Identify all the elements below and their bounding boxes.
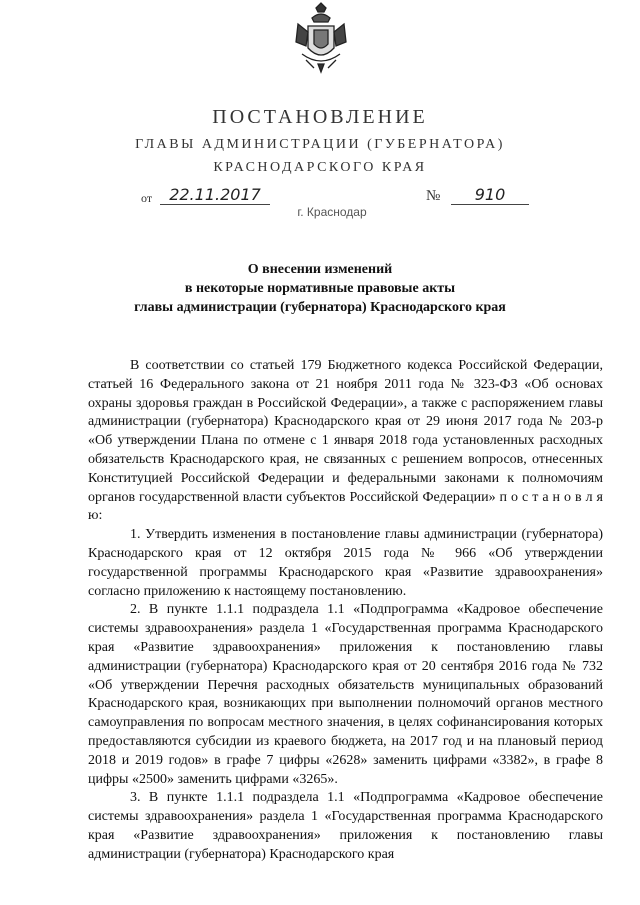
heading-line-2: в некоторые нормативные правовые акты	[184, 281, 456, 296]
issuer-line-1: ГЛАВЫ АДМИНИСТРАЦИИ (ГУБЕРНАТОРА)	[135, 137, 505, 152]
handwritten-number: 910	[451, 185, 529, 205]
handwritten-date: 22.11.2017	[160, 185, 270, 205]
paragraph-item-1: 1. Утвердить изменения в постановление главы администрации (губернатора) Краснодарского края от 12 октября 2015 года № 966 «Об утверждении государственной программы Краснодарского края «Развитие здравоохранения» согласно приложению к настоящему постановлению.	[88, 527, 603, 599]
coat-of-arms-emblem	[292, 2, 350, 74]
heading-line-1: О внесении изменений	[247, 262, 393, 277]
document-title: ПОСТАНОВЛЕНИЕ	[212, 106, 428, 128]
issuer-line-2: КРАСНОДАРСКОГО КРАЯ	[213, 160, 427, 175]
number-prefix: №	[426, 188, 441, 204]
document-body	[88, 357, 603, 865]
resolution-heading	[0, 260, 640, 317]
paragraph-item-2: 2. В пункте 1.1.1 подраздела 1.1 «Подпрограмма «Кадровое обеспечение системы здравоохранения» раздела 1 «Государственная программа Краснодарского края «Развитие здравоохранения» приложения к постановлению главы администрации (губернатора) Краснодарского края от 20 сентября 2016 года № 732 «Об утверждении Перечня расходных обязательств муниципальных образований Краснодарского края, возникающих при выполнении полномочий органов местного самоуправления по вопросам местного значения, в целях софинансирования которых предоставляются субсидии из краевого бюджета, на 2017 год и на плановый период 2018 и 2019 годов» в графе 7 цифры «2628» заменить цифрами «3382», в графе 8 цифры «2500» заменить цифрами «3265».	[88, 602, 603, 787]
city-label: г. Краснодар	[297, 205, 367, 219]
date-prefix: от	[141, 191, 153, 205]
heading-line-3: главы администрации (губернатора) Краснодарского края	[134, 300, 506, 315]
paragraph-preamble: В соответствии со статьей 179 Бюджетного кодекса Российской Федерации, статьей 16 Федерального закона от 21 ноября 2011 года № 323-ФЗ «Об основах охраны здоровья граждан в Российской Федерации», а также с распоряжением главы администрации (губернатора) Краснодарского края от 29 июня 2017 года № 203-р «Об утверждении Плана по отмене с 1 января 2018 года установленных расходных обязательств Краснодарского края, не связанных с решением вопросов, отнесенных Конституцией Российской Федерации и федеральными законами к полномочиям органов государственной власти субъектов Российской Федерации» п о с т а н о в л я ю:	[88, 358, 603, 524]
paragraph-item-3: 3. В пункте 1.1.1 подраздела 1.1 «Подпрограмма «Кадровое обеспечение системы здравоохранения» раздела 1 «Государственная программа Краснодарского края «Развитие здравоохранения» приложения к постановлению главы администрации (губернатора) Краснодарского края	[88, 790, 603, 862]
